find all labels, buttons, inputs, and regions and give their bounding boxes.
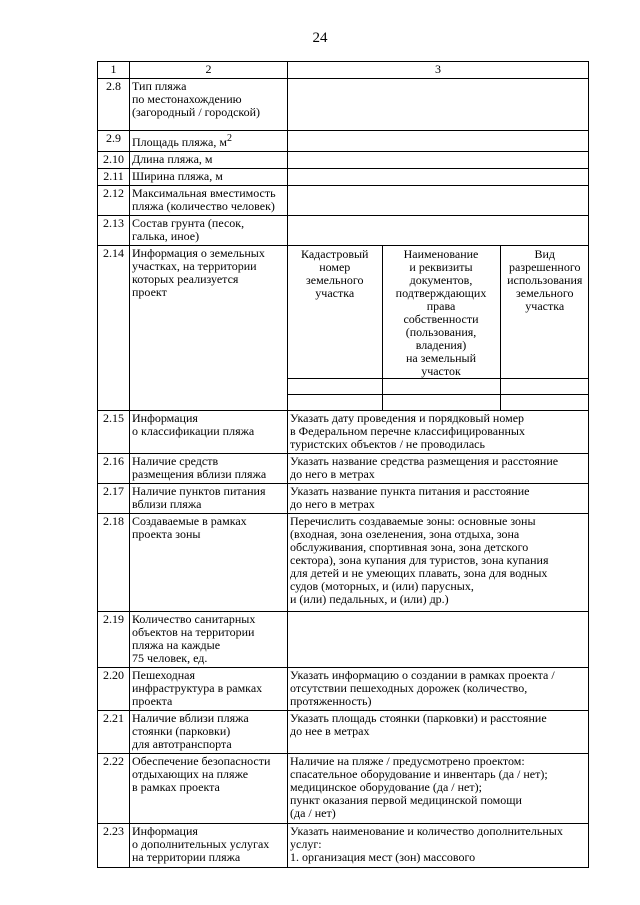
subtable-cell bbox=[500, 379, 589, 395]
row-label-text: Площадь пляжа, м bbox=[132, 135, 227, 149]
row-number: 2.9 bbox=[98, 131, 130, 152]
row-label: Максимальная вместимость пляжа (количество человек) bbox=[130, 186, 288, 216]
table-row bbox=[98, 246, 589, 411]
row-number: 2.20 bbox=[98, 668, 130, 711]
row-content bbox=[288, 152, 589, 169]
table-row bbox=[98, 612, 589, 668]
subtable-cell bbox=[500, 395, 589, 411]
row-number: 2.13 bbox=[98, 216, 130, 246]
row-content bbox=[288, 169, 589, 186]
row-label: Обеспечение безопасности отдыхающих на пляже в рамках проекта bbox=[130, 754, 288, 824]
beach-info-table bbox=[97, 61, 589, 868]
row-content: Указать дату проведения и порядковый номер в Федеральном перечне классифицированных туристских объектов / не проводилась bbox=[288, 411, 589, 454]
row-label: Наличие пунктов питания вблизи пляжа bbox=[130, 484, 288, 514]
row-label: Наличие вблизи пляжа стоянки (парковки) для автотранспорта bbox=[130, 711, 288, 754]
row-number: 2.10 bbox=[98, 152, 130, 169]
row-number: 2.22 bbox=[98, 754, 130, 824]
row-content bbox=[288, 216, 589, 246]
row-number: 2.19 bbox=[98, 612, 130, 668]
column-header: 3 bbox=[288, 62, 589, 79]
row-content: Указать название средства размещения и расстояние до него в метрах bbox=[288, 454, 589, 484]
page-number: 24 bbox=[312, 30, 328, 46]
row-number: 2.15 bbox=[98, 411, 130, 454]
row-number: 2.18 bbox=[98, 514, 130, 612]
row-label: Наличие средств размещения вблизи пляжа bbox=[130, 454, 288, 484]
table-row bbox=[98, 754, 589, 824]
row-content bbox=[288, 186, 589, 216]
table-row bbox=[98, 711, 589, 754]
row-label: Ширина пляжа, м bbox=[130, 169, 288, 186]
row-content: Указать название пункта питания и расстояние до него в метрах bbox=[288, 484, 589, 514]
row-content: Перечислить создаваемые зоны: основные зоны (входная, зона озеленения, зона отдыха, зона обслуживания, спортивная зона, зона детского сектора), зона купания для туристов, зона купания для детей и не умеющих плавать, зона для водных судов (моторных, и (или) парусных, и (или) педальных, и (или) др.) bbox=[288, 514, 589, 612]
row-number: 2.14 bbox=[98, 246, 130, 411]
row-content: Наличие на пляже / предусмотрено проектом: спасательное оборудование и инвентарь (да / нет); медицинское оборудование (да / нет); пункт оказания первой медицинской помощи (да / нет) bbox=[288, 754, 589, 824]
row-number: 2.12 bbox=[98, 186, 130, 216]
table-row bbox=[98, 131, 589, 152]
land-plots-subtable bbox=[288, 246, 589, 410]
table-header-row bbox=[98, 62, 589, 79]
row-label: Информация о дополнительных услугах на территории пляжа bbox=[130, 824, 288, 868]
row-content bbox=[288, 612, 589, 668]
table-row bbox=[98, 169, 589, 186]
row-label: Длина пляжа, м bbox=[130, 152, 288, 169]
land-plots-subtable-cell bbox=[288, 246, 589, 411]
row-label: Состав грунта (песок, галька, иное) bbox=[130, 216, 288, 246]
row-number: 2.16 bbox=[98, 454, 130, 484]
row-content: Указать информацию о создании в рамках проекта / отсутствии пешеходных дорожек (количество, протяженность) bbox=[288, 668, 589, 711]
row-content bbox=[288, 131, 589, 152]
row-number: 2.8 bbox=[98, 79, 130, 131]
table-row bbox=[98, 79, 589, 131]
row-number: 2.17 bbox=[98, 484, 130, 514]
row-label: Информация о классификации пляжа bbox=[130, 411, 288, 454]
table-row bbox=[98, 152, 589, 169]
subtable-cell bbox=[382, 379, 500, 395]
row-content: Указать площадь стоянки (парковки) и расстояние до нее в метрах bbox=[288, 711, 589, 754]
table-row bbox=[98, 824, 589, 868]
table-row bbox=[98, 411, 589, 454]
table-row bbox=[98, 216, 589, 246]
subtable-cell bbox=[288, 379, 382, 395]
table-row bbox=[98, 454, 589, 484]
table-row bbox=[98, 668, 589, 711]
row-label bbox=[130, 131, 288, 152]
row-number: 2.11 bbox=[98, 169, 130, 186]
subtable-header: Наименование и реквизиты документов, подтверждающих права собственности (пользования, владения) на земельный участок bbox=[382, 246, 500, 379]
table-row bbox=[98, 484, 589, 514]
subtable-cell bbox=[382, 395, 500, 411]
subtable-cell bbox=[288, 395, 382, 411]
row-label: Пешеходная инфраструктура в рамках проекта bbox=[130, 668, 288, 711]
row-label: Создаваемые в рамках проекта зоны bbox=[130, 514, 288, 612]
row-number: 2.21 bbox=[98, 711, 130, 754]
row-content bbox=[288, 79, 589, 131]
subtable-empty-row bbox=[288, 395, 589, 411]
subtable-header-row bbox=[288, 246, 589, 379]
row-number: 2.23 bbox=[98, 824, 130, 868]
subtable-header: Вид разрешенного использования земельного участка bbox=[500, 246, 589, 379]
row-label: Тип пляжа по местонахождению (загородный / городской) bbox=[130, 79, 288, 131]
subtable-empty-row bbox=[288, 379, 589, 395]
row-content: Указать наименование и количество дополнительных услуг: 1. организация мест (зон) массового bbox=[288, 824, 589, 868]
column-header: 2 bbox=[130, 62, 288, 79]
subtable-header: Кадастровый номер земельного участка bbox=[288, 246, 382, 379]
row-label: Количество санитарных объектов на территории пляжа на каждые 75 человек, ед. bbox=[130, 612, 288, 668]
superscript: 2 bbox=[226, 133, 232, 144]
table-row bbox=[98, 514, 589, 612]
table-row bbox=[98, 186, 589, 216]
column-header: 1 bbox=[98, 62, 130, 79]
row-label: Информация о земельных участках, на территории которых реализуется проект bbox=[130, 246, 288, 411]
